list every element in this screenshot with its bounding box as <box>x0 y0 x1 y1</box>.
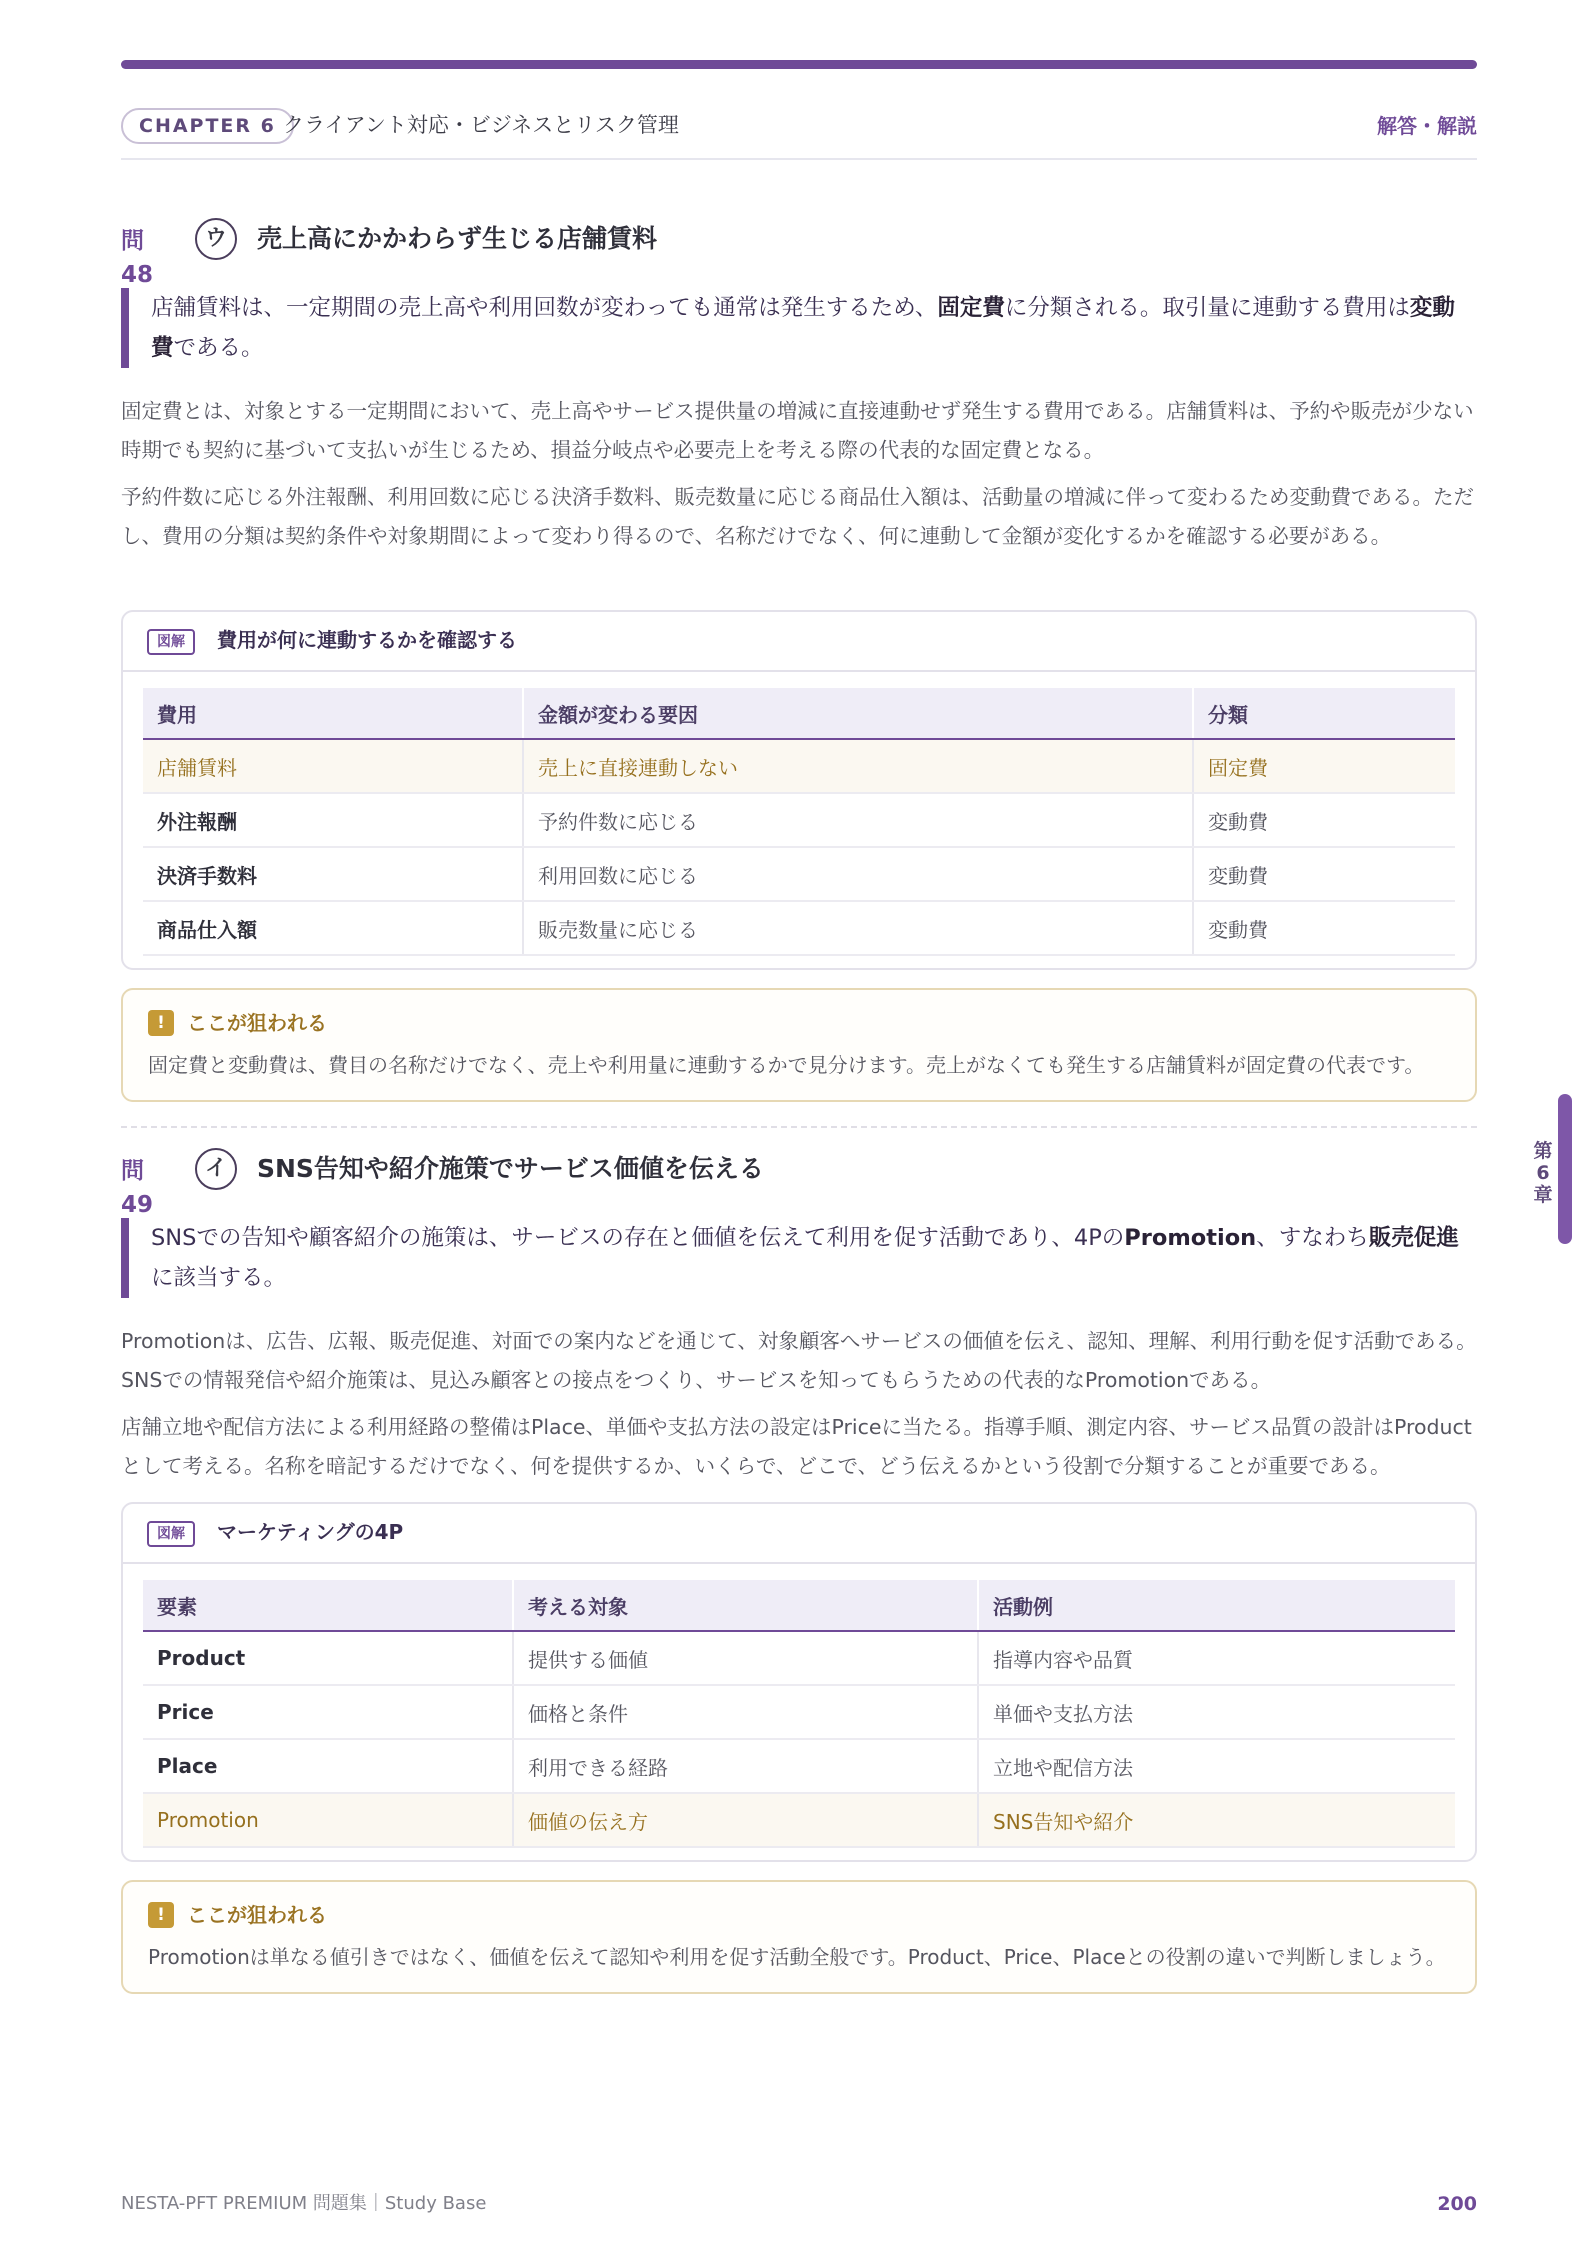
figure-header <box>123 612 1475 672</box>
table-cell: 販売数量に応じる <box>523 901 1193 955</box>
summary-keyword: 販売促進 <box>1368 1225 1459 1251</box>
table-cell: 外注報酬 <box>143 793 523 847</box>
table-row <box>143 1631 1455 1685</box>
figure-cost-table <box>121 610 1477 970</box>
cost-table <box>143 688 1455 956</box>
column-header: 要素 <box>143 1580 513 1631</box>
section-divider <box>121 1126 1477 1128</box>
table-cell: 単価や支払方法 <box>978 1685 1455 1739</box>
page-number: 200 <box>1437 2193 1477 2215</box>
figure-tag: 図解 <box>147 1521 195 1547</box>
table-row <box>143 1739 1455 1793</box>
tip-text: 固定費と変動費は、費目の名称だけでなく、売上や利用量に連動するかで見分けます。売上がなくても発生する店舗賃料が固定費の代表です。 <box>148 1053 1425 1077</box>
table-cell: Promotion <box>143 1793 513 1847</box>
table-cell: 利用回数に応じる <box>523 847 1193 901</box>
table-cell: 価格と条件 <box>513 1685 978 1739</box>
section-label: 解答・解説 <box>1377 114 1477 138</box>
figure-tag: 図解 <box>147 629 195 655</box>
table-cell: 提供する価値 <box>513 1631 978 1685</box>
table-cell: 決済手数料 <box>143 847 523 901</box>
table-cell: Place <box>143 1739 513 1793</box>
chapter-title: クライアント対応・ビジネスとリスク管理 <box>283 113 679 137</box>
summary-keyword: 固定費 <box>937 295 1005 321</box>
table-cell: Product <box>143 1631 513 1685</box>
column-header: 考える対象 <box>513 1580 978 1631</box>
tip-text: Promotionは単なる値引きではなく、価値を伝えて認知や利用を促す活動全般です。Product、Price、Placeとの役割の違いで判断しましょう。 <box>148 1945 1446 1969</box>
summary-text: に分類される。取引量に連動する費用は <box>1004 295 1410 321</box>
table-cell: 変動費 <box>1193 793 1455 847</box>
column-header: 活動例 <box>978 1580 1455 1631</box>
summary-text: である。 <box>173 335 264 361</box>
table-cell: 固定費 <box>1193 739 1455 793</box>
question-title: SNS告知や紹介施策でサービス価値を伝える <box>257 1154 764 1183</box>
question-title: 売上高にかかわらず生じる店舗賃料 <box>257 224 658 253</box>
table-row <box>143 793 1455 847</box>
table-row <box>143 1685 1455 1739</box>
table-cell: SNS告知や紹介 <box>978 1793 1455 1847</box>
explanation-paragraph: Promotionは、広告、広報、販売促進、対面での案内などを通じて、対象顧客へサービスの価値を伝え、認知、理解、利用行動を促す活動である。SNSでの情報発信や紹介施策は、見込み顧客との接点をつくり、サービスを知ってもらうための代表的なPromotionである。 <box>121 1329 1477 1392</box>
answer-circle: イ <box>195 1148 237 1190</box>
tip-title: ここが狙われる <box>187 1011 327 1035</box>
table-cell: 商品仕入額 <box>143 901 523 955</box>
footer-book-title: NESTA-PFT PREMIUM 問題集｜Study Base <box>121 2193 487 2214</box>
tip-box <box>121 1880 1477 1994</box>
column-header: 費用 <box>143 688 523 739</box>
exclamation-icon: ! <box>148 1010 174 1036</box>
tip-title: ここが狙われる <box>187 1903 327 1927</box>
question-number: 問48 <box>121 228 154 288</box>
summary-text: に該当する。 <box>151 1265 287 1291</box>
summary-text: 店舗賃料は、一定期間の売上高や利用回数が変わっても通常は発生するため、 <box>151 295 938 321</box>
table-row <box>143 1793 1455 1847</box>
chapter-side-tab <box>1558 1094 1572 1244</box>
marketing-4p-table <box>143 1580 1455 1848</box>
table-cell: Price <box>143 1685 513 1739</box>
exclamation-icon: ! <box>148 1902 174 1928</box>
explanation-paragraph: 予約件数に応じる外注報酬、利用回数に応じる決済手数料、販売数量に応じる商品仕入額は、活動量の増減に伴って変わるため変動費である。ただし、費用の分類は契約条件や対象期間によって変わり得るので、名称だけでなく、何に連動して金額が変化するかを確認する必要がある。 <box>121 485 1474 548</box>
summary-text: SNSでの告知や顧客紹介の施策は、サービスの存在と価値を伝えて利用を促す活動であり、4Pの <box>151 1225 1125 1251</box>
figure-title: マーケティングの4P <box>217 1520 404 1544</box>
table-cell: 店舗賃料 <box>143 739 523 793</box>
table-row <box>143 847 1455 901</box>
table-cell: 予約件数に応じる <box>523 793 1193 847</box>
tip-box <box>121 988 1477 1102</box>
figure-header <box>123 1504 1475 1564</box>
table-row <box>143 739 1455 793</box>
answer-circle: ウ <box>195 218 237 260</box>
table-cell: 変動費 <box>1193 847 1455 901</box>
table-cell: 立地や配信方法 <box>978 1739 1455 1793</box>
answer-summary <box>121 1218 1477 1298</box>
table-cell: 指導内容や品質 <box>978 1631 1455 1685</box>
top-accent-bar <box>121 60 1477 69</box>
figure-title: 費用が何に連動するかを確認する <box>217 628 517 652</box>
question-number: 問49 <box>121 1158 154 1218</box>
table-cell: 売上に直接連動しない <box>523 739 1193 793</box>
table-header-row <box>143 1580 1455 1631</box>
table-cell: 価値の伝え方 <box>513 1793 978 1847</box>
figure-4p-table <box>121 1502 1477 1862</box>
summary-keyword: 変動費 <box>151 295 1455 361</box>
table-row <box>143 901 1455 955</box>
explanation-paragraph: 固定費とは、対象とする一定期間において、売上高やサービス提供量の増減に直接連動せず発生する費用である。店舗賃料は、予約や販売が少ない時期でも契約に基づいて支払いが生じるため、損益分岐点や必要売上を考える際の代表的な固定費となる。 <box>121 399 1474 462</box>
table-cell: 利用できる経路 <box>513 1739 978 1793</box>
column-header: 金額が変わる要因 <box>523 688 1193 739</box>
summary-keyword: Promotion <box>1124 1225 1257 1251</box>
column-header: 分類 <box>1193 688 1455 739</box>
table-cell: 変動費 <box>1193 901 1455 955</box>
chapter-side-label: 第6章 <box>1533 1140 1553 1206</box>
table-header-row <box>143 688 1455 739</box>
page-header <box>121 108 1477 160</box>
chapter-badge: CHAPTER 6 <box>121 108 294 144</box>
summary-text: 、すなわち <box>1256 1225 1369 1251</box>
answer-summary <box>121 288 1477 368</box>
explanation-paragraph: 店舗立地や配信方法による利用経路の整備はPlace、単価や支払方法の設定はPriceに当たる。指導手順、測定内容、サービス品質の設計はProductとして考える。名称を暗記するだけでなく、何を提供するか、いくらで、どこで、どう伝えるかという役割で分類することが重要である。 <box>121 1415 1472 1478</box>
